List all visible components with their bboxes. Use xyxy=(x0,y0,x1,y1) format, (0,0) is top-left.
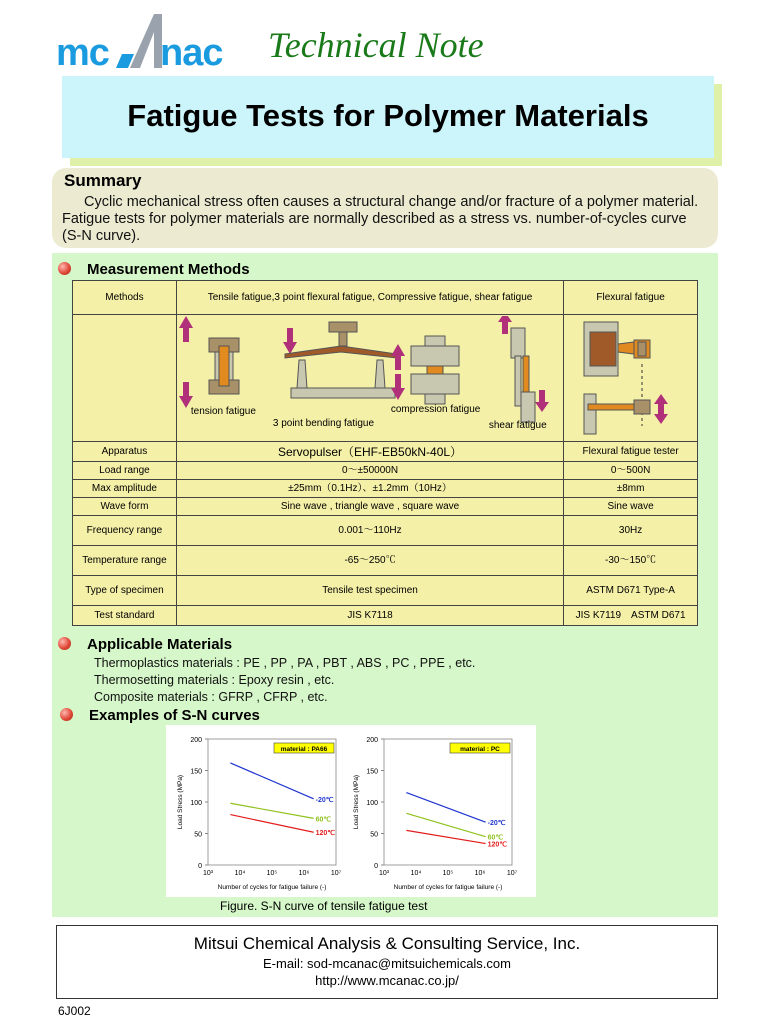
series-label: 120℃ xyxy=(315,830,336,838)
shear-fatigue-diagram xyxy=(498,316,549,422)
spec-value-b: ±8mm xyxy=(564,480,698,498)
spec-value-b: JIS K7119 ASTM D671 xyxy=(564,606,698,626)
spec-value-b: ASTM D671 Type-A xyxy=(564,576,698,606)
y-axis-label: Load Stress (MPa) xyxy=(353,774,360,830)
company-logo xyxy=(56,14,232,74)
x-tick-label: 10⁴ xyxy=(234,870,246,877)
header-label: Methods xyxy=(73,281,177,315)
x-tick-label: 10⁷ xyxy=(506,870,518,877)
spec-row xyxy=(73,442,698,462)
sn-curves-figure xyxy=(166,725,536,897)
spec-row xyxy=(73,606,698,626)
logo-text-mc: mc xyxy=(56,32,109,74)
bullet-icon xyxy=(60,708,73,721)
y-tick-label: 200 xyxy=(366,737,378,744)
company-name: Mitsui Chemical Analysis & Consulting Service, Inc. xyxy=(193,934,581,953)
material-label: material : PA66 xyxy=(280,746,328,753)
series-line xyxy=(406,813,485,836)
series-line xyxy=(406,830,485,843)
series-line xyxy=(230,803,313,818)
summary-heading: Summary xyxy=(64,171,142,190)
x-tick-label: 10⁴ xyxy=(410,870,422,877)
spec-row xyxy=(73,516,698,546)
spec-label: Type of specimen xyxy=(73,576,177,606)
y-tick-label: 100 xyxy=(366,800,378,807)
spec-label: Apparatus xyxy=(73,442,177,462)
spec-row xyxy=(73,480,698,498)
spec-row xyxy=(73,462,698,480)
spec-value-a: Sine wave , triangle wave , square wave xyxy=(176,498,563,516)
series-line xyxy=(230,815,313,833)
spec-label: Max amplitude xyxy=(73,480,177,498)
header-col-a: Tensile fatigue,3 point flexural fatigue, Compressive fatigue, shear fatigue xyxy=(176,281,563,315)
spec-label: Temperature range xyxy=(73,546,177,576)
spec-value-a: 0～±50000N xyxy=(176,462,563,480)
y-tick-label: 50 xyxy=(194,831,202,839)
spec-value-b: -30～150℃ xyxy=(564,546,698,576)
summary-body: Cyclic mechanical stress often causes a structural change and/or fracture of a polymer material. Fatigue tests for polymer materials are normally described as a stress vs. number-of-cycles curve (S-N curve). xyxy=(62,194,699,244)
logo-text-nac: nac xyxy=(160,32,223,74)
website-link[interactable]: http://www.mcanac.co.jp/ xyxy=(315,973,459,988)
document-code: 6J002 xyxy=(58,1004,91,1018)
label-tension-fatigue: tension fatigue xyxy=(190,406,256,417)
spec-label: Frequency range xyxy=(73,516,177,546)
section-heading-methods: Measurement Methods xyxy=(87,261,250,278)
spec-row xyxy=(73,576,698,606)
logo-slash-icon xyxy=(108,14,166,70)
spec-row xyxy=(73,498,698,516)
header-col-b: Flexural fatigue xyxy=(564,281,698,315)
y-tick-label: 150 xyxy=(366,768,378,776)
bullet-icon xyxy=(58,262,71,275)
spec-row xyxy=(73,546,698,576)
material-item: Thermosetting materials : Epoxy resin , etc. xyxy=(94,673,335,687)
spec-value-a: Servopulser（EHF-EB50kN-40L） xyxy=(176,442,563,462)
tension-fatigue-diagram xyxy=(179,316,239,408)
title-banner xyxy=(62,76,714,158)
technical-note-label: Technical Note xyxy=(268,25,484,65)
spec-value-a: Tensile test specimen xyxy=(176,576,563,606)
series-line xyxy=(406,793,485,823)
page-title: Fatigue Tests for Polymer Materials xyxy=(127,98,649,133)
contact-email[interactable]: E-mail: sod-mcanac@mitsuichemicals.com xyxy=(263,956,511,971)
x-tick-label: 10⁶ xyxy=(298,870,310,877)
x-tick-label: 10⁶ xyxy=(474,870,486,877)
sn-curve-charts xyxy=(166,725,536,897)
figure-row xyxy=(73,315,698,442)
spec-value-a: 0.001～110Hz xyxy=(176,516,563,546)
spec-value-b: 30Hz xyxy=(564,516,698,546)
bullet-icon xyxy=(58,637,71,650)
y-tick-label: 200 xyxy=(190,737,202,744)
y-tick-label: 100 xyxy=(190,800,202,807)
label-compression-fatigue: compression fatigue xyxy=(390,404,481,415)
series-label: 120℃ xyxy=(487,841,508,849)
series-label: -20℃ xyxy=(315,796,334,804)
material-item: Thermoplastics materials : PE , PP , PA , PBT , ABS , PC , PPE , etc. xyxy=(94,656,476,670)
spec-value-a: -65～250℃ xyxy=(176,546,563,576)
material-label: material : PC xyxy=(460,746,500,753)
spec-value-a: ±25mm（0.1Hz）、±1.2mm（10Hz） xyxy=(176,480,563,498)
figure-caption: Figure. S-N curve of tensile fatigue test xyxy=(220,899,428,913)
x-tick-label: 10⁵ xyxy=(442,870,454,877)
y-tick-label: 0 xyxy=(374,863,378,870)
methods-table xyxy=(72,280,698,442)
y-tick-label: 50 xyxy=(370,831,378,839)
summary-box xyxy=(52,168,718,248)
series-label: 60℃ xyxy=(315,816,332,824)
x-tick-label: 10⁵ xyxy=(266,870,278,877)
spec-value-b: Flexural fatigue tester xyxy=(564,442,698,462)
label-shear-fatigue: shear fatigue xyxy=(488,420,547,431)
compression-fatigue-diagram xyxy=(391,336,459,404)
flexural-fatigue-diagram xyxy=(568,316,698,440)
spec-value-b: 0～500N xyxy=(564,462,698,480)
x-axis-label: Number of cycles for fatigue failure (-) xyxy=(393,884,503,891)
y-tick-label: 150 xyxy=(190,768,202,776)
x-tick-label: 10⁷ xyxy=(330,870,342,877)
label-bending-fatigue: 3 point bending fatigue xyxy=(272,418,375,429)
footer-box xyxy=(56,925,718,999)
spec-value-a: JIS K7118 xyxy=(176,606,563,626)
spec-label: Wave form xyxy=(73,498,177,516)
series-label: 60℃ xyxy=(487,834,504,842)
methods-spec-table xyxy=(72,441,698,626)
spec-label: Test standard xyxy=(73,606,177,626)
spec-value-b: Sine wave xyxy=(564,498,698,516)
section-heading-examples: Examples of S-N curves xyxy=(89,707,260,724)
series-label: -20℃ xyxy=(487,820,506,828)
y-axis-label: Load Stress (MPa) xyxy=(177,774,184,830)
section-heading-materials: Applicable Materials xyxy=(87,636,233,653)
series-line xyxy=(230,763,313,799)
table-header-row xyxy=(73,281,698,315)
y-tick-label: 0 xyxy=(198,863,202,870)
x-axis-label: Number of cycles for fatigue failure (-) xyxy=(217,884,327,891)
figure-cell-b xyxy=(564,315,698,442)
x-tick-label: 10³ xyxy=(378,870,390,877)
material-item: Composite materials : GFRP , CFRP , etc. xyxy=(94,690,328,704)
x-tick-label: 10³ xyxy=(202,870,214,877)
figure-cell-a xyxy=(176,315,563,442)
figure-row-label xyxy=(73,315,177,442)
bending-fatigue-diagram xyxy=(283,322,397,398)
spec-label: Load range xyxy=(73,462,177,480)
